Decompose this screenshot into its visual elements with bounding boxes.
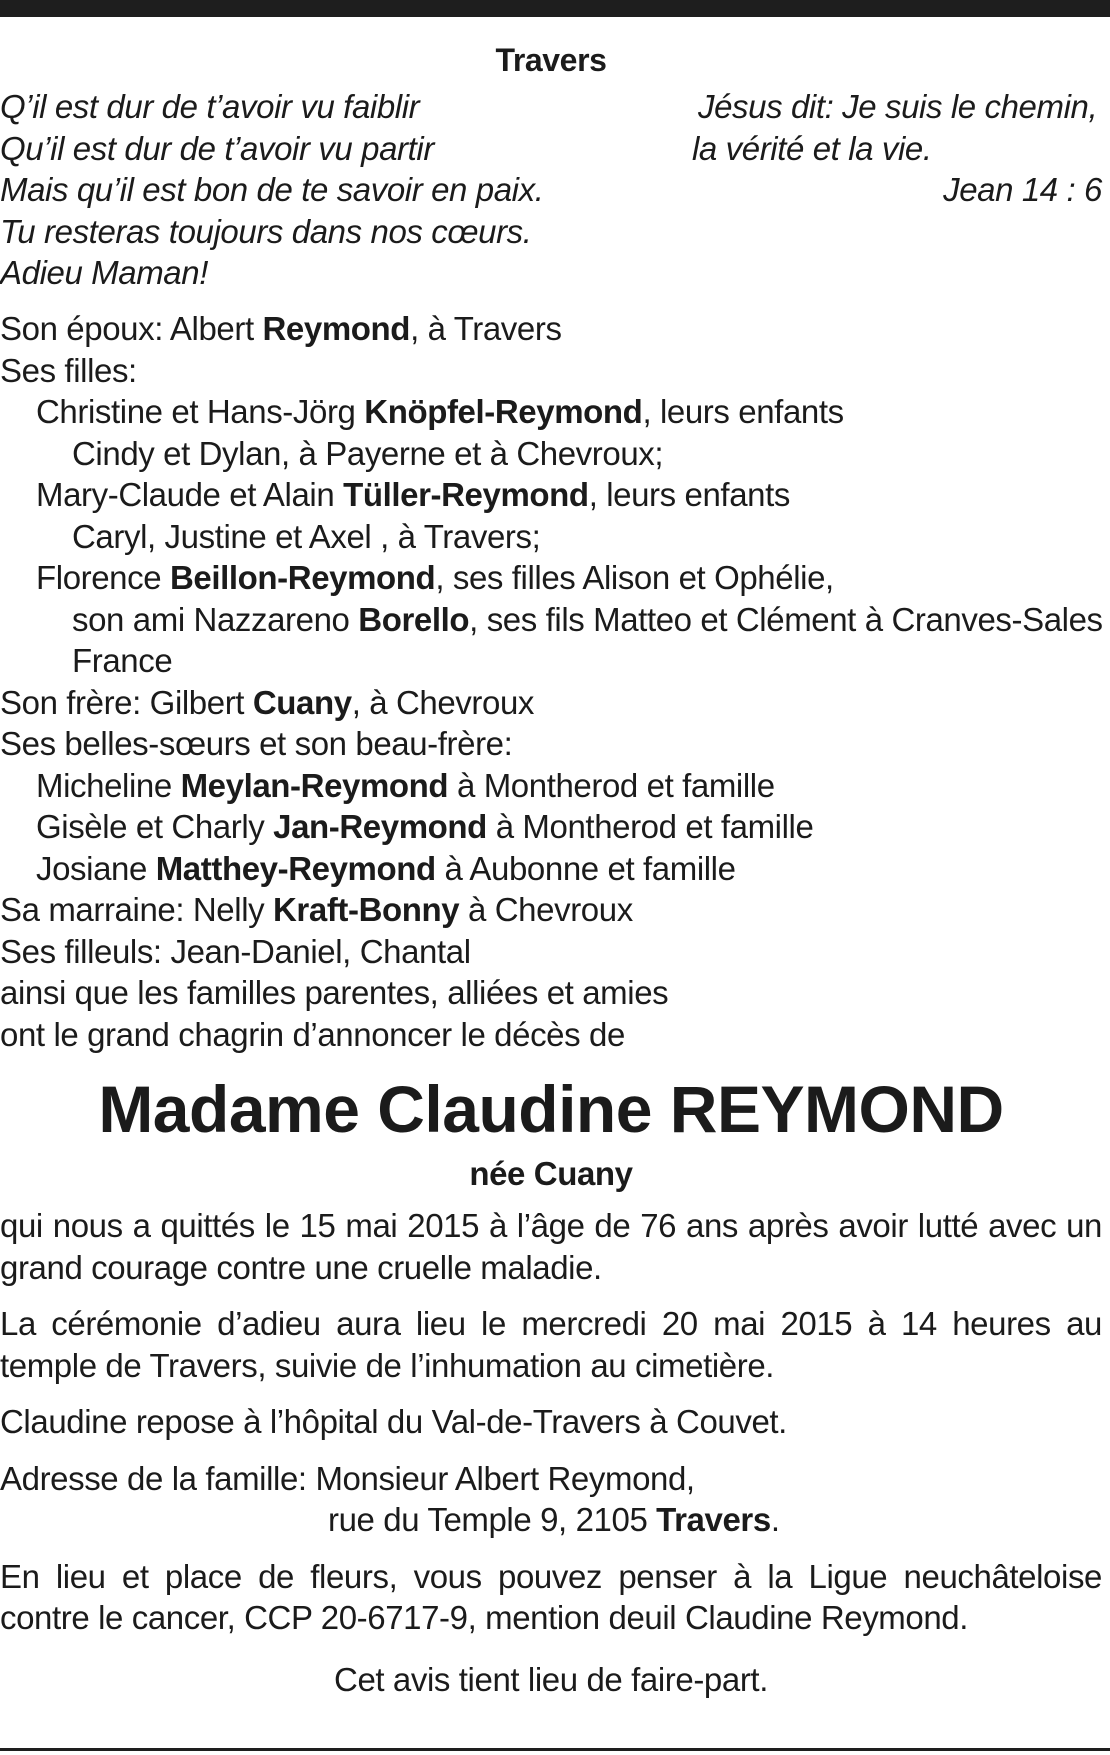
donation-paragraph: En lieu et place de fleurs, vous pouvez penser à la Ligue neuchâteloise contre le cancer, CCP 20-6717-9, mention deuil Claudine Reymond.: [0, 1557, 1102, 1636]
country-line: France: [72, 642, 173, 679]
poem-line: Qu’il est dur de t’avoir vu partir: [0, 129, 434, 167]
family-list: [0, 308, 1102, 1055]
daughters-label: Ses filles:: [0, 351, 137, 389]
birth-name: née Cuany: [469, 1155, 633, 1192]
family-address: [0, 1458, 1102, 1541]
daughter-line: Mary-Claude et Alain Tüller-Reymond, leurs enfants: [36, 476, 790, 513]
daughter-line: Christine et Hans-Jörg Knöpfel-Reymond, leurs enfants: [36, 393, 844, 430]
bottom-rule: [0, 1748, 1110, 1751]
grandchildren-line: Cindy et Dylan, à Payerne et à Chevroux;: [72, 434, 664, 472]
poem-line: Q’il est dur de t’avoir vu faiblir: [0, 88, 420, 125]
bible-verse: [692, 86, 1102, 211]
poem-line: Tu resteras toujours dans nos cœurs.: [0, 212, 532, 250]
partner-line: son ami Nazzareno Borello, ses fils Matteo et Clément à Cranves-Sales: [72, 600, 1103, 638]
poem-left: [0, 86, 543, 294]
inlaw-line: Josiane Matthey-Reymond à Aubonne et famille: [36, 849, 736, 887]
poem-line: Mais qu’il est bon de te savoir en paix.: [0, 171, 544, 208]
town-header: Travers: [495, 42, 607, 78]
poem-line: Adieu Maman!: [0, 254, 208, 291]
verse-line: Jésus dit: Je suis le chemin,: [698, 88, 1098, 125]
address-street: rue du Temple 9, 2105 Travers.: [328, 1501, 780, 1538]
announce-line: ont le grand chagrin d’annoncer le décès de: [0, 1015, 625, 1053]
rests-paragraph: Claudine repose à l’hôpital du Val-de-Travers à Couvet.: [0, 1403, 787, 1440]
top-rule: [0, 0, 1110, 17]
verse-reference: Jean 14 : 6: [943, 171, 1102, 208]
closing-line: Cet avis tient lieu de faire-part.: [334, 1660, 768, 1698]
inlaws-label: Ses belles-sœurs et son beau-frère:: [0, 725, 513, 762]
inlaw-line: Gisèle et Charly Jan-Reymond à Montherod et famille: [36, 808, 814, 845]
ceremony-paragraph: La cérémonie d’adieu aura lieu le mercredi 20 mai 2015 à 14 heures au temple de Travers, suivie de l’inhumation au cimetière.: [0, 1305, 1102, 1384]
husband-line: Son époux: Albert Reymond, à Travers: [0, 310, 562, 347]
verse-line: la vérité et la vie.: [692, 129, 932, 167]
inlaw-line: Micheline Meylan-Reymond à Montherod et famille: [36, 766, 775, 804]
daughter-line: Florence Beillon-Reymond, ses filles Alison et Ophélie,: [36, 559, 834, 596]
godchildren-line: Ses filleuls: Jean-Daniel, Chantal: [0, 932, 471, 970]
poem-section: [0, 86, 1102, 294]
godmother-line: Sa marraine: Nelly Kraft-Bonny à Chevroux: [0, 891, 633, 928]
brother-line: Son frère: Gilbert Cuany, à Chevroux: [0, 683, 534, 721]
obituary-notice: [0, 38, 1102, 1700]
families-line: ainsi que les familles parentes, alliées et amies: [0, 974, 669, 1011]
passing-paragraph: qui nous a quittés le 15 mai 2015 à l’âge de 76 ans après avoir lutté avec un grand courage contre une cruelle maladie.: [0, 1207, 1102, 1286]
grandchildren-line: Caryl, Justine et Axel , à Travers;: [72, 517, 541, 555]
address-label: Adresse de la famille: Monsieur Albert Reymond,: [0, 1459, 695, 1497]
deceased-name: Madame Claudine REYMOND: [98, 1072, 1004, 1146]
